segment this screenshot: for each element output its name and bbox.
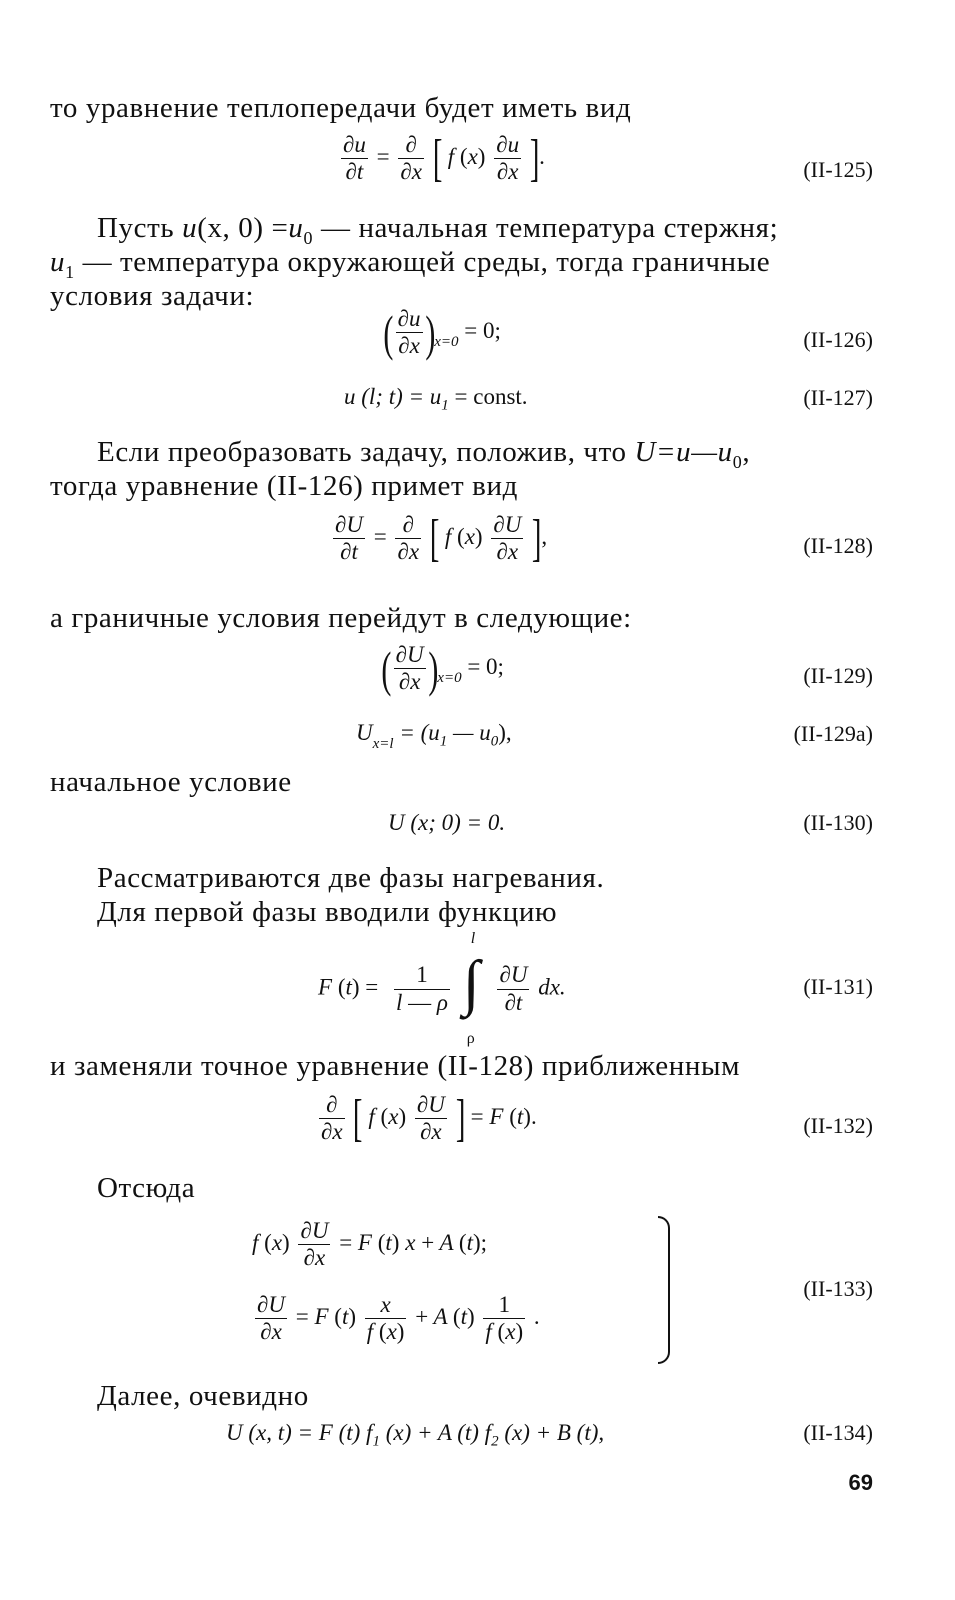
equation-133-line-1: f (x) $\frac{\partial U}{\partial x}$ = F (t) x + A (t); xyxy=(252,1218,488,1271)
text-line-12: Отсюда xyxy=(97,1172,196,1204)
equation-number-129: (II-129) xyxy=(803,663,873,688)
text-line-3: $u_1$ — температура окружающей среды, тогда граничные xyxy=(50,246,771,282)
text-line-8: начальное условие xyxy=(50,766,292,798)
equation-134: U (x, t) = F (t) $f_1$ (x) + A (t) $f_2$ (x) + B (t), xyxy=(226,1420,605,1450)
equation-number-132: (II-132) xyxy=(803,1113,873,1138)
equation-number-130: (II-130) xyxy=(803,810,873,835)
equation-133-line-2: $\frac{\partial U}{\partial x}$ = F (t) $\frac{x}{f (x)}$ + A (t) $\frac{1}{f (x)}$ . xyxy=(257,1292,540,1345)
text-line-6: тогда уравнение (II-126) примет вид xyxy=(50,470,518,502)
text-line-7: а граничные условия перейдут в следующие: xyxy=(50,602,632,634)
equation-number-131: (II-131) xyxy=(803,974,873,999)
text-line-10: Для первой фазы вводили функцию xyxy=(97,896,558,928)
equation-number-134: (II-134) xyxy=(803,1420,873,1445)
equation-number-129a: (II-129a) xyxy=(793,721,873,746)
equation-127: u (l; $t) = u_1$ = const. xyxy=(344,384,528,414)
text-line-2: Пусть u(x, $0) =u_0$ — начальная температура стержня; xyxy=(97,212,779,248)
text-line-4: условия задачи: xyxy=(50,280,255,312)
equation-number-127: (II-127) xyxy=(803,385,873,410)
equation-129a: $U_{x=l} = (u_1$ — $u_0$), xyxy=(356,720,512,752)
equation-129: ( $\frac{\partial U}{\partial x}$ )$_{x=0} = 0$; xyxy=(381,640,504,697)
equation-number-125: (II-125) xyxy=(803,157,873,182)
equation-128: $\frac{\partial U}{\partial t}$ = $\frac{\partial}{\partial x}$ [ f (x) $\frac{\partial U}{\partial x}$ ], xyxy=(335,509,548,567)
equation-number-133: (II-133) xyxy=(803,1276,873,1301)
text-line-1: то уравнение теплопередачи будет иметь вид xyxy=(50,92,632,124)
text-line-11: и заменяли точное уравнение (II-128) приближенным xyxy=(50,1050,741,1082)
equation-132: $\frac{\partial}{\partial x}$ [ f (x) $\frac{\partial U}{\partial x}$ ] = F (t). xyxy=(321,1089,537,1147)
text-line-5: Если преобразовать задачу, положив, что $U=u—u_0$, xyxy=(97,436,751,472)
integral-sign: l ∫ ρ xyxy=(462,930,480,1047)
equation-131: F (t) = $\frac{1}{l — \rho}$ l ∫ ρ $\frac{\partial U}{\partial t}$ dx. xyxy=(318,930,566,1047)
equation-126: ( $\frac{\partial u}{\partial x}$ )$_{x=0} = 0$; xyxy=(383,304,501,361)
page-number: 69 xyxy=(848,1470,873,1495)
text-line-9: Рассматриваются две фазы нагревания. xyxy=(97,862,605,894)
equation-number-126: (II-126) xyxy=(803,327,873,352)
equation-number-128: (II-128) xyxy=(803,533,873,558)
equation-125: $\frac{\partial u}{\partial t}$ = $\frac{\partial}{\partial x}$ [ f (x) $\frac{\partial u}{\partial x}$ ]. xyxy=(343,129,545,187)
equation-130: U (x; 0) = 0. xyxy=(388,810,506,835)
right-brace xyxy=(658,1216,670,1364)
text-line-13: Далее, очевидно xyxy=(97,1380,309,1412)
